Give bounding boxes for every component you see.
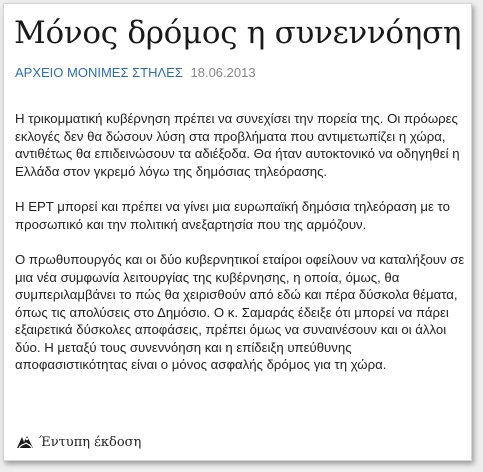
article-paragraph: Η τρικομματική κυβέρνηση πρέπει να συνεχίσει την πορεία της. Οι πρόωρες εκλογές δεν θα δώσουν λύση στα προβλήματα που αντιμετωπίζει η χώρα, αντιθέτως θα επιδεινώσουν τα αδιέξοδα. Θα ήταν αυτοκτονικό να οδηγηθεί η Ελλάδα στον γκρεμό λόγω της δημόσιας τηλεόρασης. [15, 111, 460, 179]
newspaper-logo-icon [15, 434, 35, 450]
article-title: Μόνος δρόμος η συνεννόηση [14, 15, 462, 51]
publish-date: 18.06.2013 [190, 65, 256, 80]
print-edition-link[interactable] [15, 434, 141, 450]
article-paragraph: Ο πρωθυπουργός και οι δύο κυβερνητικοί εταίροι οφείλουν να καταλήξουν σε μια νέα συμφωνία λειτουργίας της κυβέρνησης, η οποία, όμως, θα συμπεριλαμβάνει το πώς θα χειρισθούν από εδώ και πέρα δύσκολα θέματα, όπως τις απολύσεις στο Δημόσιο. Ο κ. Σαμαράς έδειξε ότι μπορεί να πάρει εξαιρετικά δύσκολες αποφάσεις, πρέπει όμως να συναινέσουν και οι άλλοι δύο. Η μεταξύ τους συνεννόηση και η επίδειξη υπεύθυνης αποφασιστικότητας είναι ο μόνος ασφαλής δρόμος για τη χώρα. [15, 252, 465, 372]
category-link[interactable]: ΑΡΧΕΙΟ ΜΟΝΙΜΕΣ ΣΤΗΛΕΣ [15, 65, 183, 80]
article-paragraph: Η ΕΡΤ μπορεί και πρέπει να γίνει μια ευρωπαϊκή δημόσια τηλεόραση με το προσωπικό και την πολιτική ανεξαρτησία που της αρμόζουν. [15, 199, 450, 232]
print-edition-label: Έντυπη έκδοση [39, 434, 142, 450]
article-body [15, 110, 465, 392]
article-card [3, 3, 472, 461]
article-meta [15, 65, 256, 81]
